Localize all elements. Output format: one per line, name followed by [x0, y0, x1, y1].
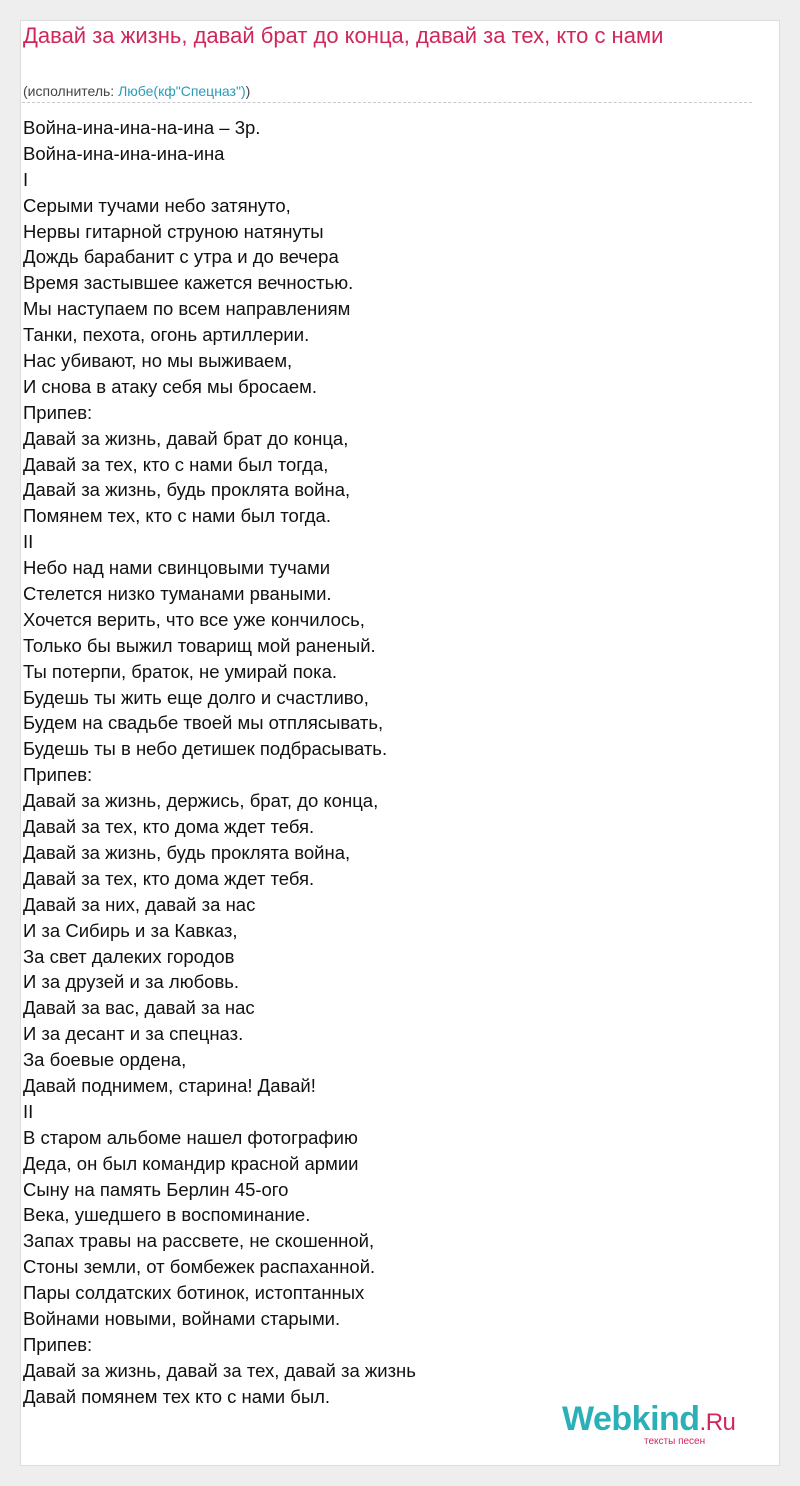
lyric-line: Запах травы на рассвете, не скошенной, [23, 1230, 375, 1252]
lyric-line: И за друзей и за любовь. [23, 971, 240, 993]
lyric-line: Небо над нами свинцовыми тучами [23, 557, 331, 579]
song-title: Давай за жизнь, давай брат до конца, давай за тех, кто с нами [23, 23, 664, 48]
performer-close-paren: ) [245, 83, 251, 99]
lyric-line: Давай за жизнь, давай брат до конца, [23, 427, 349, 449]
lyric-line: Давай за жизнь, будь проклята война, [23, 841, 351, 863]
lyric-line: Пары солдатских ботинок, истоптанных [23, 1282, 365, 1304]
performer-line [23, 82, 250, 100]
lyric-line: Давай за тех, кто дома ждет тебя. [23, 867, 315, 889]
lyric-line: Припев: [23, 764, 93, 786]
lyric-line: Давай поднимем, старина! Давай! [23, 1074, 316, 1096]
lyric-line: И снова в атаку себя мы бросаем. [23, 375, 318, 397]
lyric-line: Войнами новыми, войнами старыми. [23, 1307, 341, 1329]
lyric-line: Припев: [23, 401, 93, 423]
lyric-line: За свет далеких городов [23, 945, 235, 967]
lyric-line: Танки, пехота, огонь артиллерии. [23, 324, 310, 346]
lyric-line: Помянем тех, кто с нами был тогда. [23, 505, 331, 527]
lyric-line: Давай за вас, давай за нас [23, 997, 255, 1019]
lyric-line: I [23, 168, 29, 190]
lyric-line: Давай помянем тех кто с нами был. [23, 1385, 331, 1407]
lyric-line: Деда, он был командир красной армии [23, 1152, 359, 1174]
lyric-line: Будем на свадьбе твоей мы отплясывать, [23, 712, 384, 734]
performer-label: исполнитель: [27, 83, 119, 99]
lyric-line: Давай за тех, кто с нами был тогда, [23, 453, 329, 475]
lyric-line: Стелется низко туманами рваными. [23, 583, 332, 605]
lyric-line: Ты потерпи, браток, не умирай пока. [23, 660, 338, 682]
lyric-line: Давай за жизнь, будь проклята война, [23, 479, 351, 501]
lyric-line: Время застывшее кажется вечностью. [23, 272, 354, 294]
performer-open-paren: ( [23, 83, 28, 99]
lyric-line: Серыми тучами небо затянуто, [23, 194, 291, 216]
lyric-line: Дождь барабанит с утра и до вечера [23, 246, 339, 268]
lyric-line: Сыну на память Берлин 45-ого [23, 1178, 289, 1200]
lyric-line: Давай за тех, кто дома ждет тебя. [23, 816, 315, 838]
performer-link[interactable]: Любе(кф"Спецназ") [118, 83, 246, 99]
lyrics-text [23, 115, 723, 1410]
brand-tagline: тексты песен [644, 1436, 706, 1447]
lyric-line: Стоны земли, от бомбежек распаханной. [23, 1256, 376, 1278]
lyric-line: Мы наступаем по всем направлениям [23, 298, 351, 320]
lyric-line: II [23, 531, 34, 553]
lyric-line: Нас убивают, но мы выживаем, [23, 350, 293, 372]
lyric-line: Только бы выжил товарищ мой раненый. [23, 634, 376, 656]
lyric-line: Припев: [23, 1333, 93, 1355]
lyric-line: Давай за жизнь, давай за тех, давай за жизнь [23, 1359, 416, 1381]
title-divider [22, 102, 752, 103]
brand-watermark [562, 1400, 762, 1446]
lyric-line: Будешь ты в небо детишек подбрасывать. [23, 738, 388, 760]
lyric-line: Будешь ты жить еще долго и счастливо, [23, 686, 369, 708]
lyric-line: Нервы гитарной струною натянуты [23, 220, 324, 242]
lyric-line: II [23, 1100, 34, 1122]
lyric-line: И за Сибирь и за Кавказ, [23, 919, 238, 941]
lyric-line: Давай за жизнь, держись, брат, до конца, [23, 790, 379, 812]
lyric-line: Война-ина-ина-на-ина – 3р. [23, 117, 261, 138]
lyric-line: Давай за них, давай за нас [23, 893, 256, 915]
lyric-line: За боевые ордена, [23, 1049, 187, 1071]
brand-tld: .Ru [699, 1409, 736, 1436]
lyric-line: Война-ина-ина-ина-ина [23, 142, 225, 164]
lyric-line: Века, ушедшего в воспоминание. [23, 1204, 311, 1226]
lyric-line: И за десант и за спецназ. [23, 1023, 244, 1045]
lyric-line: В старом альбоме нашел фотографию [23, 1126, 358, 1148]
brand-name: Webkind [562, 1400, 700, 1438]
lyric-line: Хочется верить, что все уже кончилось, [23, 608, 365, 630]
